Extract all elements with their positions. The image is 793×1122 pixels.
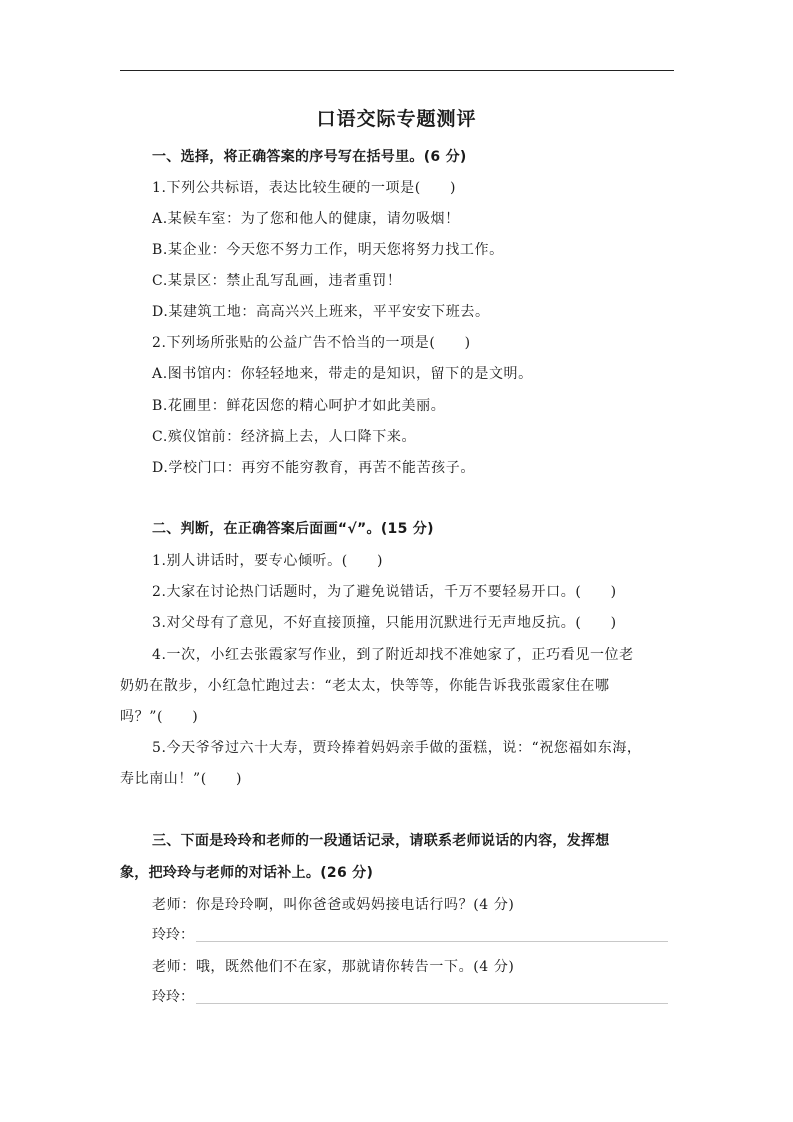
dialogue-lingling-1 [152,924,668,944]
judge-item-5-line2: 寿比南山！”( ) [120,771,243,787]
dialogue-lingling-2 [152,986,668,1006]
speaker-label: 玲玲： [152,989,194,1005]
q2-option-b: B.花圃里：鲜花因您的精心呵护才如此美丽。 [152,398,446,414]
q2-option-c: C.殡仪馆前：经济搞上去，人口降下来。 [152,429,417,445]
section2-heading: 二、判断，在正确答案后面画“√”。(15 分) [152,521,434,537]
judge-item-5-line1: 5.今天爷爷过六十大寿，贾玲捧着妈妈亲手做的蛋糕，说：“祝您福如东海， [152,740,642,756]
q1-option-b: B.某企业：今天您不努力工作，明天您将努力找工作。 [152,242,504,258]
q1-option-d: D.某建筑工地：高高兴兴上班来，平平安安下班去。 [152,304,490,320]
section3-heading-line1: 三、下面是玲玲和老师的一段通话记录，请联系老师说话的内容，发挥想 [152,833,610,849]
dialogue-text: 哦，既然他们不在家，那就请你转告一下。(4 分) [195,959,515,975]
q2-option-d: D.学校门口：再穷不能穷教育，再苦不能苦孩子。 [152,460,475,476]
judge-item-4-line2: 奶奶在散步，小红急忙跑过去：“老太太，快等等，你能告诉我张霞家住在哪 [120,678,610,694]
dialogue-teacher-2 [152,956,515,976]
answer-blank-line[interactable] [196,1003,668,1004]
judge-item-1: 1.别人讲话时，要专心倾听。( ) [152,553,384,569]
judge-item-4-line3: 吗？”( ) [120,709,199,725]
q1-option-a: A.某候车室：为了您和他人的健康，请勿吸烟！ [152,211,460,227]
dialogue-teacher-1 [152,894,515,914]
speaker-label: 玲玲： [152,927,194,943]
dialogue-text: 你是玲玲啊，叫你爸爸或妈妈接电话行吗？(4 分) [195,897,515,913]
q1-option-c: C.某景区：禁止乱写乱画，违者重罚！ [152,273,402,289]
judge-item-3: 3.对父母有了意见，不好直接顶撞，只能用沉默进行无声地反抗。( ) [152,615,617,631]
q1-stem: 1.下列公共标语，表达比较生硬的一项是( ) [152,180,457,196]
document-title: 口语交际专题测评 [316,108,477,130]
speaker-label: 老师： [152,959,196,975]
speaker-label: 老师： [152,897,196,913]
section1-heading: 一、选择，将正确答案的序号写在括号里。(6 分) [152,149,467,165]
judge-item-2: 2.大家在讨论热门话题时，为了避免说错话，千万不要轻易开口。( ) [152,584,617,600]
top-rule [120,70,674,71]
answer-blank-line[interactable] [196,941,668,942]
q2-option-a: A.图书馆内：你轻轻地来，带走的是知识，留下的是文明。 [152,366,533,382]
q2-stem: 2.下列场所张贴的公益广告不恰当的一项是( ) [152,335,471,351]
judge-item-4-line1: 4.一次，小红去张霞家写作业，到了附近却找不准她家了，正巧看见一位老 [152,647,634,663]
section3-heading-line2: 象，把玲玲与老师的对话补上。(26 分) [120,865,374,881]
